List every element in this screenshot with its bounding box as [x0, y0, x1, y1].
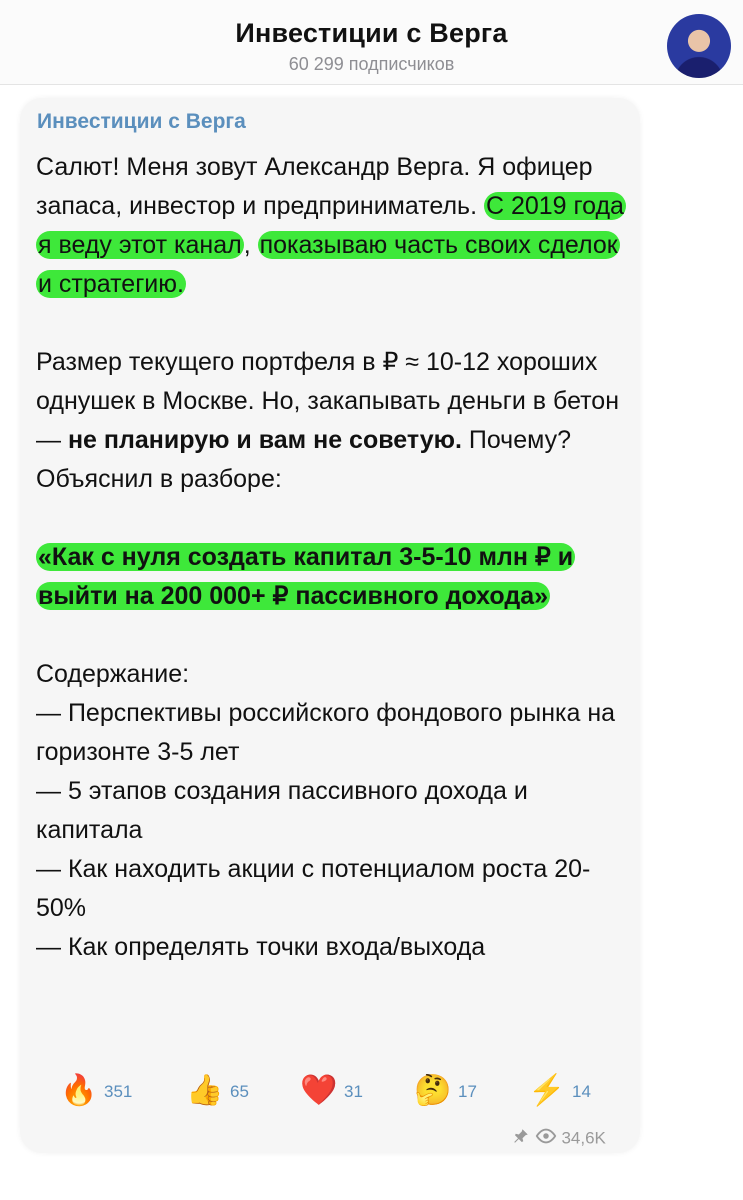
portfolio-paragraph [36, 343, 631, 499]
channel-title[interactable]: Инвестиции с Верга [235, 18, 508, 48]
channel-avatar[interactable] [667, 14, 731, 78]
channel-header [0, 0, 743, 85]
reaction-count: 17 [458, 1082, 477, 1101]
highlight-deals-strategy: показываю часть своих сделок и стратегию. [38, 231, 618, 298]
message-meta [512, 1127, 606, 1150]
reaction-count: 65 [230, 1082, 249, 1101]
contents-item: — Как определять точки входа/выхода [36, 933, 486, 961]
message-sender[interactable]: Инвестиции с Верга [37, 110, 246, 133]
fire-emoji-icon: 🔥 [60, 1074, 98, 1107]
intro-paragraph [36, 148, 631, 304]
thinking-face-emoji-icon: 🤔 [414, 1074, 452, 1107]
message-text [36, 148, 631, 967]
reactions-bar [60, 1072, 620, 1112]
thumbs-up-emoji-icon: 👍 [186, 1074, 224, 1107]
eye-icon [535, 1129, 562, 1148]
highlight-channel-since: С 2019 года я веду этот канал [38, 192, 624, 259]
view-count: 34,6K [561, 1128, 606, 1148]
reaction-count: 351 [104, 1082, 133, 1101]
portfolio-bold: не планирую и вам не советую. [67, 426, 462, 454]
contents-item: — 5 этапов создания пассивного дохода и капитала [36, 777, 528, 844]
contents-title: Содержание: [36, 660, 190, 688]
portfolio-tail: Почему? Объяснил в разборе: [36, 426, 571, 493]
pin-icon [512, 1130, 535, 1149]
intro-comma: , [243, 231, 251, 259]
contents-item: — Перспективы российского фондового рынка на горизонте 3-5 лет [36, 699, 616, 766]
lightning-emoji-icon: ⚡ [528, 1074, 566, 1107]
subscriber-count: 60 299 подписчиков [288, 54, 455, 74]
reaction-count: 31 [344, 1082, 363, 1101]
guide-paragraph [36, 538, 631, 616]
intro-text: Салют! Меня зовут Александр Верга. Я офицер запаса, инвестор и предприниматель. [36, 153, 593, 220]
portfolio-text: Размер текущего портфеля в ₽ ≈ 10-12 хороших однушек в Москве. Но, закапывать деньги в бетон — [36, 348, 620, 454]
highlight-guide-title[interactable]: «Как с нуля создать капитал 3-5-10 млн ₽ и выйти на 200 000+ ₽ пассивного дохода» [38, 543, 574, 610]
contents-item: — Как находить акции с потенциалом роста 20-50% [36, 855, 591, 922]
heart-emoji-icon: ❤️ [300, 1074, 338, 1107]
reaction-count: 14 [572, 1082, 591, 1101]
